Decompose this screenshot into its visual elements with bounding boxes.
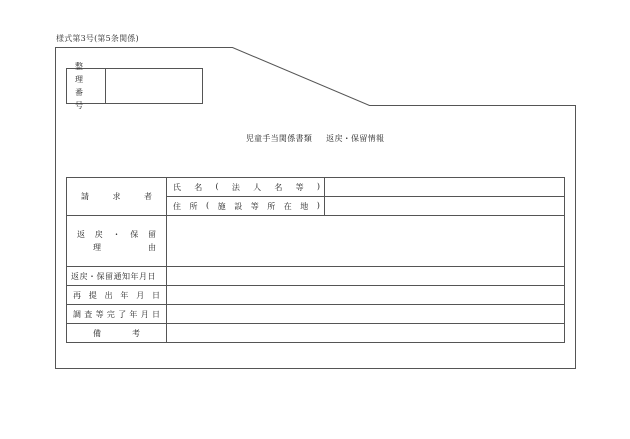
document-title-main: 児童手当関係書類	[245, 134, 313, 143]
investigation-date-label: 調 査 等 完 了 年 月 日	[73, 309, 160, 319]
name-label: 氏 名 ( 法 人 名 等 )	[173, 181, 320, 192]
investigation-date-label-cell	[67, 305, 167, 324]
remarks-label: 備 考	[93, 328, 140, 338]
registration-number-field[interactable]	[106, 69, 202, 103]
resubmit-date-label-cell	[67, 286, 167, 305]
claimant-label: 請 求 者	[81, 192, 152, 201]
document-title-sub: 返戻・保留情報	[326, 134, 385, 143]
form-number: 様式第3号(第5条関係)	[56, 34, 139, 43]
table-row	[67, 216, 565, 267]
remarks-field[interactable]	[167, 324, 565, 343]
name-field[interactable]	[325, 178, 565, 197]
registration-label-line2: 番号	[75, 88, 91, 110]
reason-label-line1: 返 戻 ・ 保 留	[77, 230, 156, 239]
registration-label-line1: 整理	[75, 62, 91, 84]
remarks-label-cell	[67, 324, 167, 343]
table-row	[67, 178, 565, 197]
table-row	[67, 267, 565, 286]
table-row	[67, 324, 565, 343]
return-hold-info-table	[66, 177, 565, 343]
resubmit-date-field[interactable]	[167, 286, 565, 305]
registration-number-box	[66, 62, 203, 110]
table-row	[67, 286, 565, 305]
investigation-date-field[interactable]	[167, 305, 565, 324]
address-label-cell	[167, 197, 325, 216]
notice-date-field[interactable]	[167, 267, 565, 286]
address-label: 住 所 ( 施 設 等 所 在 地 )	[173, 200, 320, 211]
address-field[interactable]	[325, 197, 565, 216]
table-row	[67, 305, 565, 324]
claimant-label-cell	[67, 178, 167, 216]
resubmit-date-label: 再 提 出 年 月 日	[73, 290, 160, 300]
notice-date-label: 返戻・保留通知年月日	[71, 271, 156, 281]
document-title	[0, 133, 630, 144]
reason-label-cell	[67, 216, 167, 267]
reason-field[interactable]	[167, 216, 565, 267]
reason-label-line2: 理 由	[93, 243, 156, 252]
name-label-cell	[167, 178, 325, 197]
registration-number-label	[67, 62, 106, 110]
notice-date-label-cell	[67, 267, 167, 286]
